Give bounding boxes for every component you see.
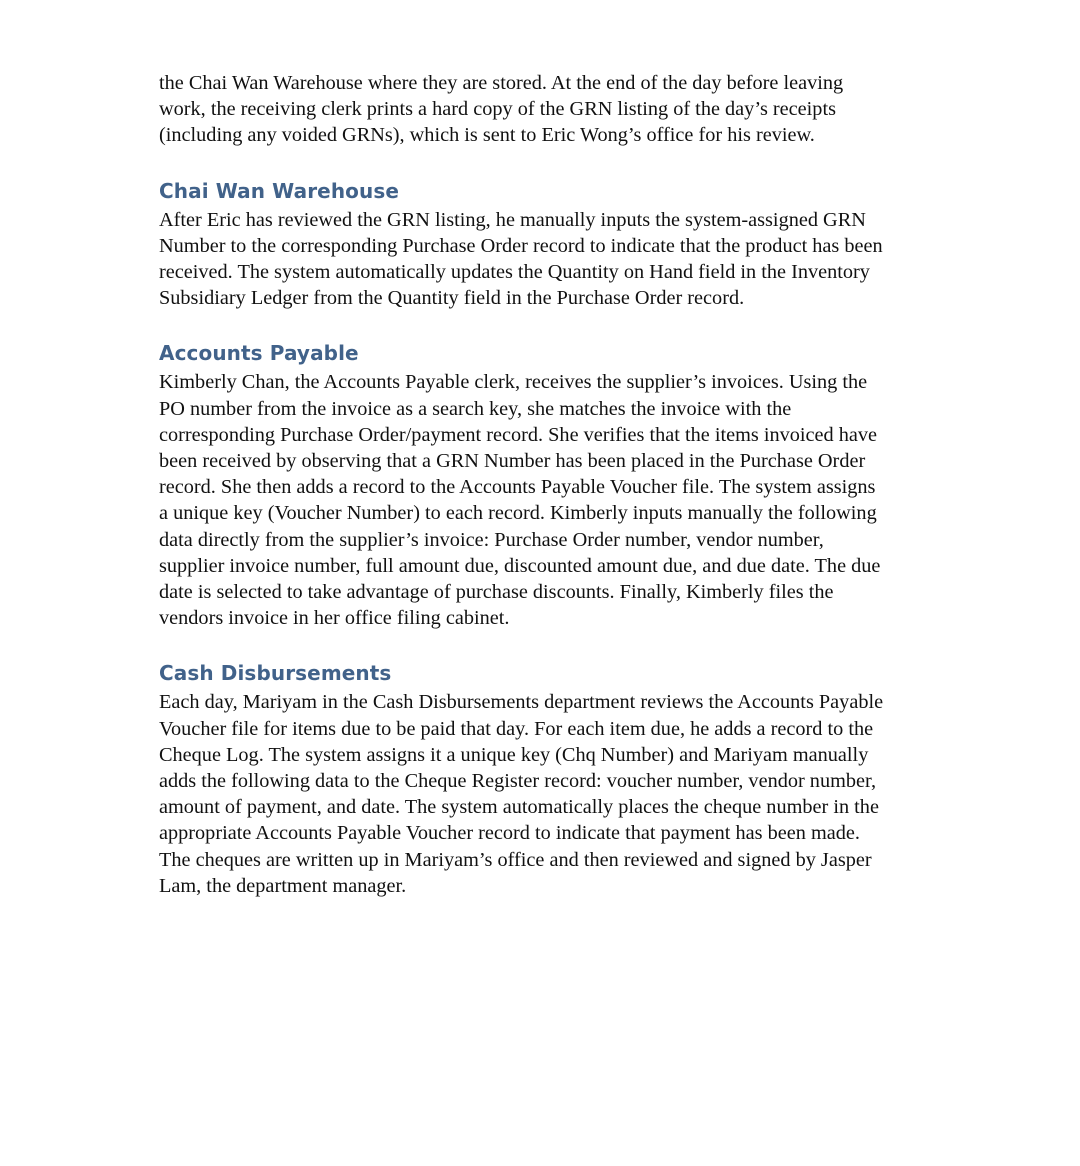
section-chai-wan-warehouse <box>159 177 929 312</box>
section-paragraph <box>159 207 929 312</box>
text-line: amount of payment, and date. The system automatically places the cheque number in the <box>159 796 879 819</box>
section-paragraph <box>159 689 929 899</box>
text-line: a unique key (Voucher Number) to each record. Kimberly inputs manually the following <box>159 502 877 525</box>
text-line: Subsidiary Ledger from the Quantity field in the Purchase Order record. <box>159 287 745 310</box>
text-line: been received by observing that a GRN Number has been placed in the Purchase Order <box>159 450 866 473</box>
text-line: adds the following data to the Cheque Register record: voucher number, vendor number, <box>159 770 877 793</box>
section-heading: Cash Disbursements <box>159 661 392 686</box>
text-line: corresponding Purchase Order/payment record. She verifies that the items invoiced have <box>159 423 878 446</box>
section-heading: Chai Wan Warehouse <box>159 178 400 203</box>
text-line: vendors invoice in her office filing cabinet. <box>159 607 510 630</box>
text-line: Kimberly Chan, the Accounts Payable clerk, receives the supplier’s invoices. Using the <box>159 371 868 394</box>
text-line: (including any voided GRNs), which is sent to Eric Wong’s office for his review. <box>159 124 815 147</box>
text-line: Voucher file for items due to be paid that day. For each item due, he adds a record to the <box>159 717 874 740</box>
intro-paragraph <box>159 70 929 149</box>
document-page <box>159 70 929 899</box>
section-heading: Accounts Payable <box>159 341 359 366</box>
text-line: record. She then adds a record to the Accounts Payable Voucher file. The system assigns <box>159 476 876 499</box>
text-line: Each day, Mariyam in the Cash Disbursements department reviews the Accounts Payable <box>159 691 884 714</box>
section-cash-disbursements <box>159 659 929 899</box>
text-line: supplier invoice number, full amount due, discounted amount due, and due date. The due <box>159 554 881 577</box>
text-line: The cheques are written up in Mariyam’s office and then reviewed and signed by Jasper <box>159 848 872 871</box>
text-line: received. The system automatically updates the Quantity on Hand field in the Inventory <box>159 261 870 284</box>
text-line: Lam, the department manager. <box>159 874 407 897</box>
text-line: date is selected to take advantage of purchase discounts. Finally, Kimberly files the <box>159 581 834 604</box>
text-line: data directly from the supplier’s invoice: Purchase Order number, vendor number, <box>159 528 824 551</box>
text-line: the Chai Wan Warehouse where they are stored. At the end of the day before leaving <box>159 72 844 94</box>
text-line: appropriate Accounts Payable Voucher record to indicate that payment has been made. <box>159 822 860 845</box>
text-line: After Eric has reviewed the GRN listing, he manually inputs the system-assigned GRN <box>159 208 866 231</box>
text-line: PO number from the invoice as a search key, she matches the invoice with the <box>159 397 792 420</box>
text-line: Number to the corresponding Purchase Order record to indicate that the product has been <box>159 234 883 257</box>
section-paragraph <box>159 369 929 631</box>
text-line: Cheque Log. The system assigns it a unique key (Chq Number) and Mariyam manually <box>159 743 869 766</box>
text-line: work, the receiving clerk prints a hard copy of the GRN listing of the day’s receipts <box>159 98 836 121</box>
section-accounts-payable <box>159 339 929 631</box>
